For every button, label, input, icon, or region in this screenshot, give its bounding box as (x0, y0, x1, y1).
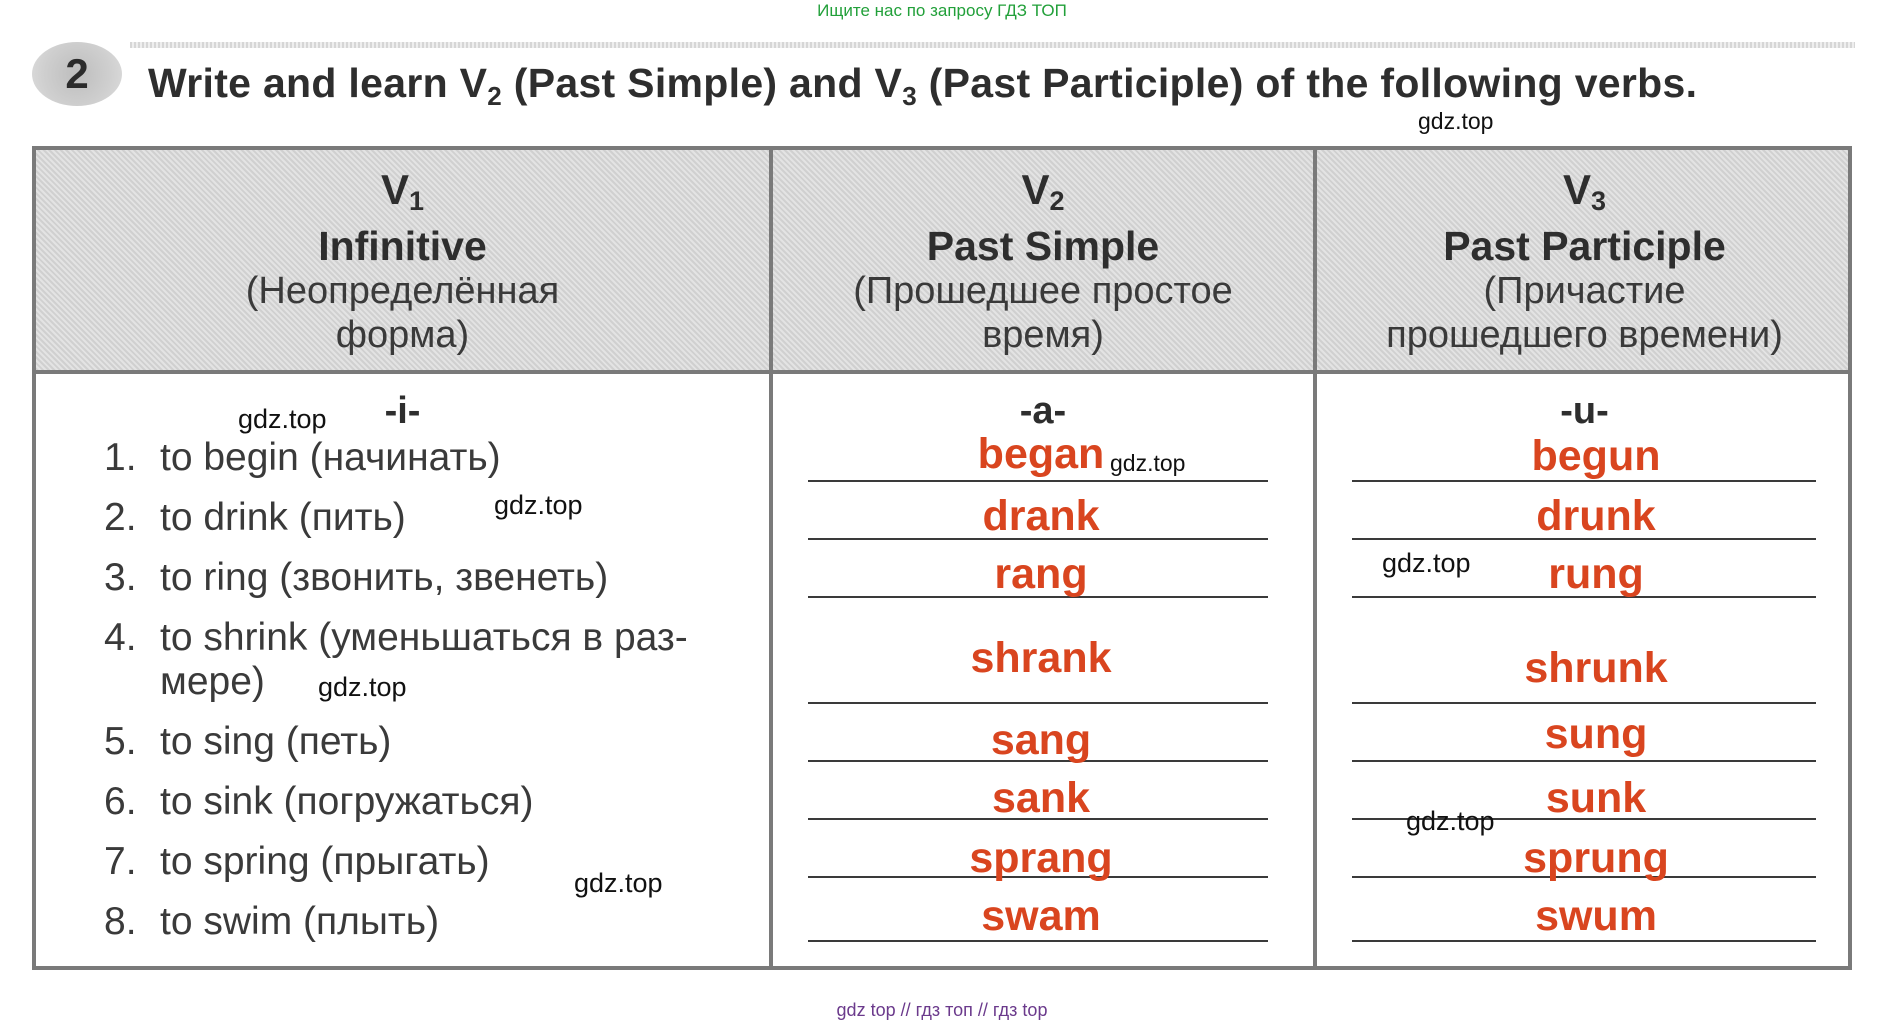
verb-row-8: 8. to swim (плыть) (104, 900, 440, 943)
header-v2-title: Past Simple (926, 223, 1160, 269)
header-v2-ru-line2: время) (982, 314, 1104, 356)
header-v3-symbol: $V_3$ (1562, 166, 1607, 216)
v2-answer-5: sang (990, 716, 1092, 764)
v2-answer-1: began (977, 430, 1105, 478)
top-banner: Ищите нас по запросу ГДЗ ТОП (817, 1, 1067, 20)
watermark: gdz.top (238, 404, 327, 434)
verbs-table (32, 146, 1852, 970)
verb-row-4: 4. to shrink (уменьшаться в раз- (104, 616, 688, 659)
header-v2-ru-line1: (Прошедшее простое (853, 270, 1233, 312)
header-v3-ru-line2: прошедшего времени) (1386, 314, 1783, 356)
verb-row-1: 1. to begin (начинать) (104, 436, 501, 479)
v2-answer-8: swam (981, 892, 1101, 940)
header-v2 (773, 168, 1313, 357)
header-v3-ru-line1: (Причастие (1483, 270, 1686, 312)
footer-watermark: gdz top // гдз топ // гдз top (836, 1000, 1048, 1020)
header-v3-title: Past Participle (1443, 223, 1726, 269)
exercise-title (148, 60, 1697, 112)
exercise-number: 2 (65, 50, 89, 97)
marker-i: -i- (384, 390, 421, 432)
title-sub-1: 2 (487, 81, 503, 111)
v3-line-4 (1352, 702, 1816, 704)
v3-answer-4: shrunk (1524, 644, 1668, 692)
verb-row-4-continued: мере) (160, 660, 265, 703)
exercise-number-badge (32, 42, 122, 106)
watermark: gdz.top (318, 672, 407, 702)
watermark: gdz.top (1406, 806, 1495, 836)
title-text-2: (Past Simple) and V (502, 60, 903, 106)
v3-answer-6: sunk (1545, 774, 1647, 822)
title-text-1: Write and learn V (148, 60, 488, 106)
verb-row-2: 2. to drink (пить) (104, 496, 406, 539)
v2-answer-6: sank (991, 774, 1090, 822)
watermark: gdz.top (494, 490, 583, 520)
watermark: gdz.top (1382, 548, 1471, 578)
v2-line-1 (808, 480, 1268, 482)
title-text-3: (Past Participle) of the following verbs. (916, 60, 1698, 106)
header-v1-title: Infinitive (318, 223, 487, 269)
verb-row-6: 6. to sink (погружаться) (104, 780, 534, 823)
watermark: gdz.top (574, 868, 663, 898)
watermark: gdz.top (1418, 108, 1494, 134)
v3-answer-2: drunk (1536, 492, 1656, 540)
title-sub-2: 3 (902, 81, 917, 111)
v3-answer-7: sprung (1523, 834, 1669, 882)
verb-row-7: 7. to spring (прыгать) (104, 840, 490, 883)
v3-answer-8: swum (1535, 892, 1657, 940)
verb-row-5: 5. to sing (петь) (104, 720, 392, 763)
marker-u: -u- (1560, 390, 1609, 432)
v2-answer-2: drank (982, 492, 1100, 540)
header-v3 (1317, 168, 1852, 357)
header-v1-ru-line1: (Неопределённая (245, 270, 560, 312)
header-rule (130, 42, 1855, 48)
v3-answer-1: begun (1531, 432, 1661, 480)
v2-line-4 (808, 702, 1268, 704)
v3-line-5 (1352, 760, 1816, 762)
header-v1-ru-line2: форма) (335, 314, 470, 356)
watermark: gdz.top (1110, 450, 1186, 476)
header-v2-symbol: $V_2$ (1021, 166, 1065, 216)
v3-answer-3: rung (1548, 550, 1644, 598)
v2-answer-4: shrank (970, 634, 1112, 682)
v3-answer-5: sung (1544, 710, 1648, 758)
header-v1-symbol: $V_1$ (380, 166, 425, 216)
v2-answer-7: sprang (969, 834, 1113, 882)
v2-answer-3: rang (994, 550, 1088, 598)
verb-row-3: 3. to ring (звонить, звенеть) (104, 556, 609, 599)
marker-a: -a- (1019, 390, 1067, 432)
header-v1 (36, 168, 769, 357)
